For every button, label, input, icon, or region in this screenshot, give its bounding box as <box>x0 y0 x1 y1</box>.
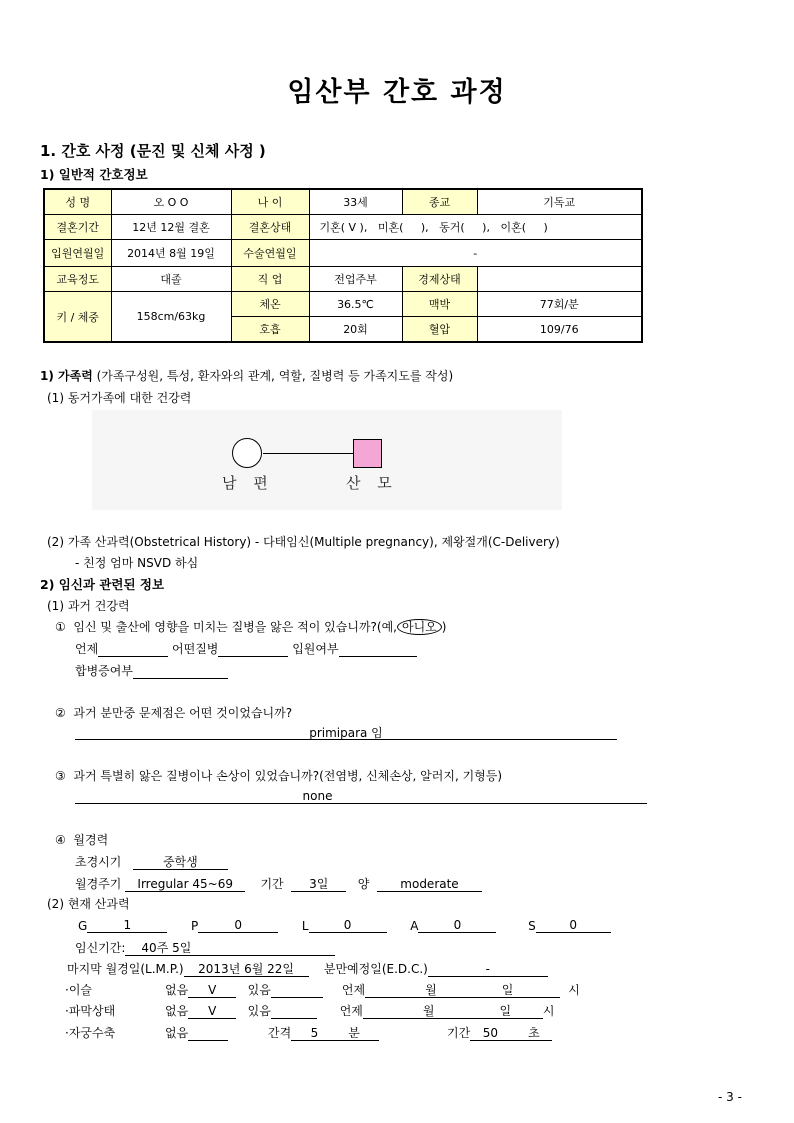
duration-unit: 초 <box>528 1026 540 1040</box>
pregnancy-info-heading: 2) 임신과 관련된 정보 <box>40 577 165 592</box>
age-value: 33세 <box>309 189 402 215</box>
q1-text: 임신 및 출산에 영향을 미치는 질병을 앓은 적이 있습니까?(예, <box>73 620 397 634</box>
para-label: P <box>190 919 199 933</box>
family-genogram <box>92 410 562 510</box>
surgery-date-header: 수술연월일 <box>231 240 309 267</box>
rupture-none-value: V <box>188 1004 236 1019</box>
q2-text: 과거 분만중 문제점은 어떤 것이었습니까? <box>73 706 293 720</box>
interval-label: 간격 <box>268 1026 292 1040</box>
abortion-value: 0 <box>418 918 496 933</box>
temperature-header: 체온 <box>231 292 309 317</box>
height-weight-header: 키 / 체중 <box>44 292 111 343</box>
obstetric-family-note: - 친정 엄마 NSVD 하심 <box>75 556 199 570</box>
interval-number: 5 <box>310 1026 319 1040</box>
q1-complication-blank <box>133 664 228 679</box>
rupture-label: ·파막상태 <box>65 1004 116 1018</box>
rupture-month: 월 <box>422 1004 435 1018</box>
show-yes-blank <box>271 983 323 998</box>
rupture-none-label: 없음 <box>165 1004 189 1018</box>
blood-pressure-header: 혈압 <box>402 317 477 343</box>
lmp-edc-line <box>67 960 548 977</box>
duration-value <box>470 1026 552 1041</box>
show-none-label: 없음 <box>165 983 189 997</box>
religion-value: 기독교 <box>477 189 642 215</box>
surgery-date-value: - <box>309 240 642 267</box>
economic-header: 경제상태 <box>402 267 477 292</box>
interval-value <box>291 1026 379 1041</box>
amount-value: moderate <box>377 877 482 892</box>
marriage-period-value: 12년 12월 결혼 <box>111 215 231 240</box>
admission-date-value: 2014년 8월 19일 <box>111 240 231 267</box>
name-value: 오 O O <box>111 189 231 215</box>
husband-circle-symbol <box>232 438 262 468</box>
show-when-value <box>365 983 580 998</box>
section-heading-assessment: 1. 간호 사정 (문진 및 신체 사정 ) <box>40 142 266 160</box>
show-label: ·이슬 <box>65 983 92 997</box>
para-value: 0 <box>198 918 278 933</box>
show-hour: 시 <box>568 983 580 997</box>
height-weight-value: 158cm/63kg <box>111 292 231 343</box>
q1-admission-blank <box>339 642 417 657</box>
q3-number: ③ <box>55 769 66 783</box>
respiration-value: 20회 <box>309 317 402 343</box>
contraction-none-label: 없음 <box>165 1026 189 1040</box>
education-header: 교육정도 <box>44 267 111 292</box>
q4-number: ④ <box>55 833 66 847</box>
pulse-value: 77회/분 <box>477 292 642 317</box>
q2-answer: primipara 임 <box>309 726 383 740</box>
rupture-hour: 시 <box>542 1004 555 1018</box>
economic-value <box>477 267 642 292</box>
q3-answer: none <box>302 789 333 803</box>
q2-number: ② <box>55 706 66 720</box>
rupture-yes-label: 있음 <box>247 1004 271 1018</box>
question-2 <box>55 704 292 721</box>
stillbirth-value: 0 <box>536 918 611 933</box>
gravida-value: 1 <box>87 918 167 933</box>
q4-text: 월경력 <box>73 833 109 847</box>
husband-label: 남 편 <box>222 474 274 492</box>
q1-answer-circled: 아니오 <box>397 619 442 635</box>
obstetric-family-history: (2) 가족 산과력(Obstetrical History) - 다태임신(Multiple pregnancy), 제왕절개(C-Delivery) <box>47 535 560 549</box>
contraction-label: ·자궁수축 <box>65 1026 116 1040</box>
contraction-none-blank <box>188 1026 228 1041</box>
show-when-label: 언제 <box>341 983 366 997</box>
menarche-label: 초경시기 <box>75 855 122 869</box>
edc-label: 분만예정일(E.D.C.) <box>323 962 428 976</box>
family-history-desc: (가족구성원, 특성, 환자와의 관계, 역할, 질병력 등 가족지도를 작성) <box>92 369 454 383</box>
education-value: 대졸 <box>111 267 231 292</box>
q1-when-label: 언제 <box>75 642 99 656</box>
q1-complication-label: 합병증여부 <box>75 664 133 678</box>
q1-admission-label: 입원여부 <box>292 642 339 656</box>
show-day: 일 <box>501 983 514 997</box>
q1-number: ① <box>55 620 66 634</box>
cycle-value: Irregular 45~69 <box>125 877 245 892</box>
period-label: 기간 <box>260 877 284 891</box>
religion-header: 종교 <box>402 189 477 215</box>
pulse-header: 맥박 <box>402 292 477 317</box>
q1-which-label: 어떤질병 <box>172 642 219 656</box>
lmp-value: 2013년 6월 22일 <box>184 962 309 977</box>
gravida-label: G <box>78 919 88 933</box>
stillbirth-label: S <box>528 919 536 933</box>
job-value: 전업주부 <box>309 267 402 292</box>
page-number: - 3 - <box>718 1090 742 1104</box>
cohabiting-family-heading: (1) 동거가족에 대한 건강력 <box>47 391 192 405</box>
marital-status-value: 기혼( V ), 미혼( ), 동거( ), 이혼( ) <box>309 215 642 240</box>
mother-label: 산 모 <box>346 474 398 492</box>
abortion-label: A <box>410 919 419 933</box>
show-line <box>65 981 580 998</box>
gestational-age-text: 40주 5일 <box>141 941 192 955</box>
show-yes-label: 있음 <box>247 983 271 997</box>
cycle-label: 월경주기 <box>75 877 122 891</box>
family-history-heading <box>40 367 453 384</box>
q1-when-blank <box>98 642 168 657</box>
respiration-header: 호흡 <box>231 317 309 343</box>
living-label: L <box>301 919 309 933</box>
question-1 <box>55 618 446 635</box>
gpal-line <box>78 918 611 933</box>
past-health-heading: (1) 과거 건강력 <box>47 599 130 613</box>
period-value: 3일 <box>291 877 346 892</box>
edc-value: - <box>428 962 548 977</box>
q1-which-blank <box>218 642 288 657</box>
menarche-value: 중학생 <box>133 855 228 870</box>
rupture-when-value <box>363 1004 543 1019</box>
q1-details-line <box>75 640 417 657</box>
living-value: 0 <box>309 918 387 933</box>
name-header: 성 명 <box>44 189 111 215</box>
question-4 <box>55 831 108 848</box>
family-history-title: 1) 가족력 <box>40 369 93 383</box>
interval-unit: 분 <box>348 1026 360 1040</box>
age-header: 나 이 <box>231 189 309 215</box>
amount-label: 양 <box>357 877 370 891</box>
show-month: 월 <box>425 983 437 997</box>
q1-complication-line <box>75 662 228 679</box>
gestational-age-value <box>125 941 335 956</box>
rupture-line <box>65 1002 555 1019</box>
temperature-value: 36.5℃ <box>309 292 402 317</box>
duration-number: 50 <box>482 1026 499 1040</box>
lmp-label: 마지막 월경일(L.M.P.) <box>67 962 184 976</box>
question-3 <box>55 767 502 784</box>
contraction-line <box>65 1024 552 1041</box>
rupture-day: 일 <box>499 1004 512 1018</box>
rupture-yes-blank <box>271 1004 317 1019</box>
page-title: 임산부 간호 과정 <box>287 77 507 108</box>
marriage-line <box>263 453 353 454</box>
job-header: 직 업 <box>231 267 309 292</box>
duration-label: 기간 <box>447 1026 471 1040</box>
marital-status-header: 결혼상태 <box>231 215 309 240</box>
gestational-age-line <box>75 939 335 956</box>
menstrual-cycle-line <box>75 875 482 892</box>
menarche-line <box>75 853 228 870</box>
q3-text: 과거 특별히 앓은 질병이나 손상이 있었습니까?(전염병, 신체손상, 알러지, 기형등) <box>73 769 503 783</box>
gestational-age-label: 임신기간: <box>75 941 126 955</box>
marriage-period-header: 결혼기간 <box>44 215 111 240</box>
mother-square-symbol <box>353 439 382 468</box>
blood-pressure-value: 109/76 <box>477 317 642 343</box>
general-info-table <box>43 188 643 343</box>
show-none-value: V <box>188 983 236 998</box>
admission-date-header: 입원연월일 <box>44 240 111 267</box>
current-obstetric-heading: (2) 현재 산과력 <box>47 897 130 911</box>
general-info-heading: 1) 일반적 간호정보 <box>40 167 148 182</box>
q3-answer-rule <box>75 803 647 804</box>
rupture-when-label: 언제 <box>339 1004 363 1018</box>
q1-close: ) <box>441 620 447 634</box>
